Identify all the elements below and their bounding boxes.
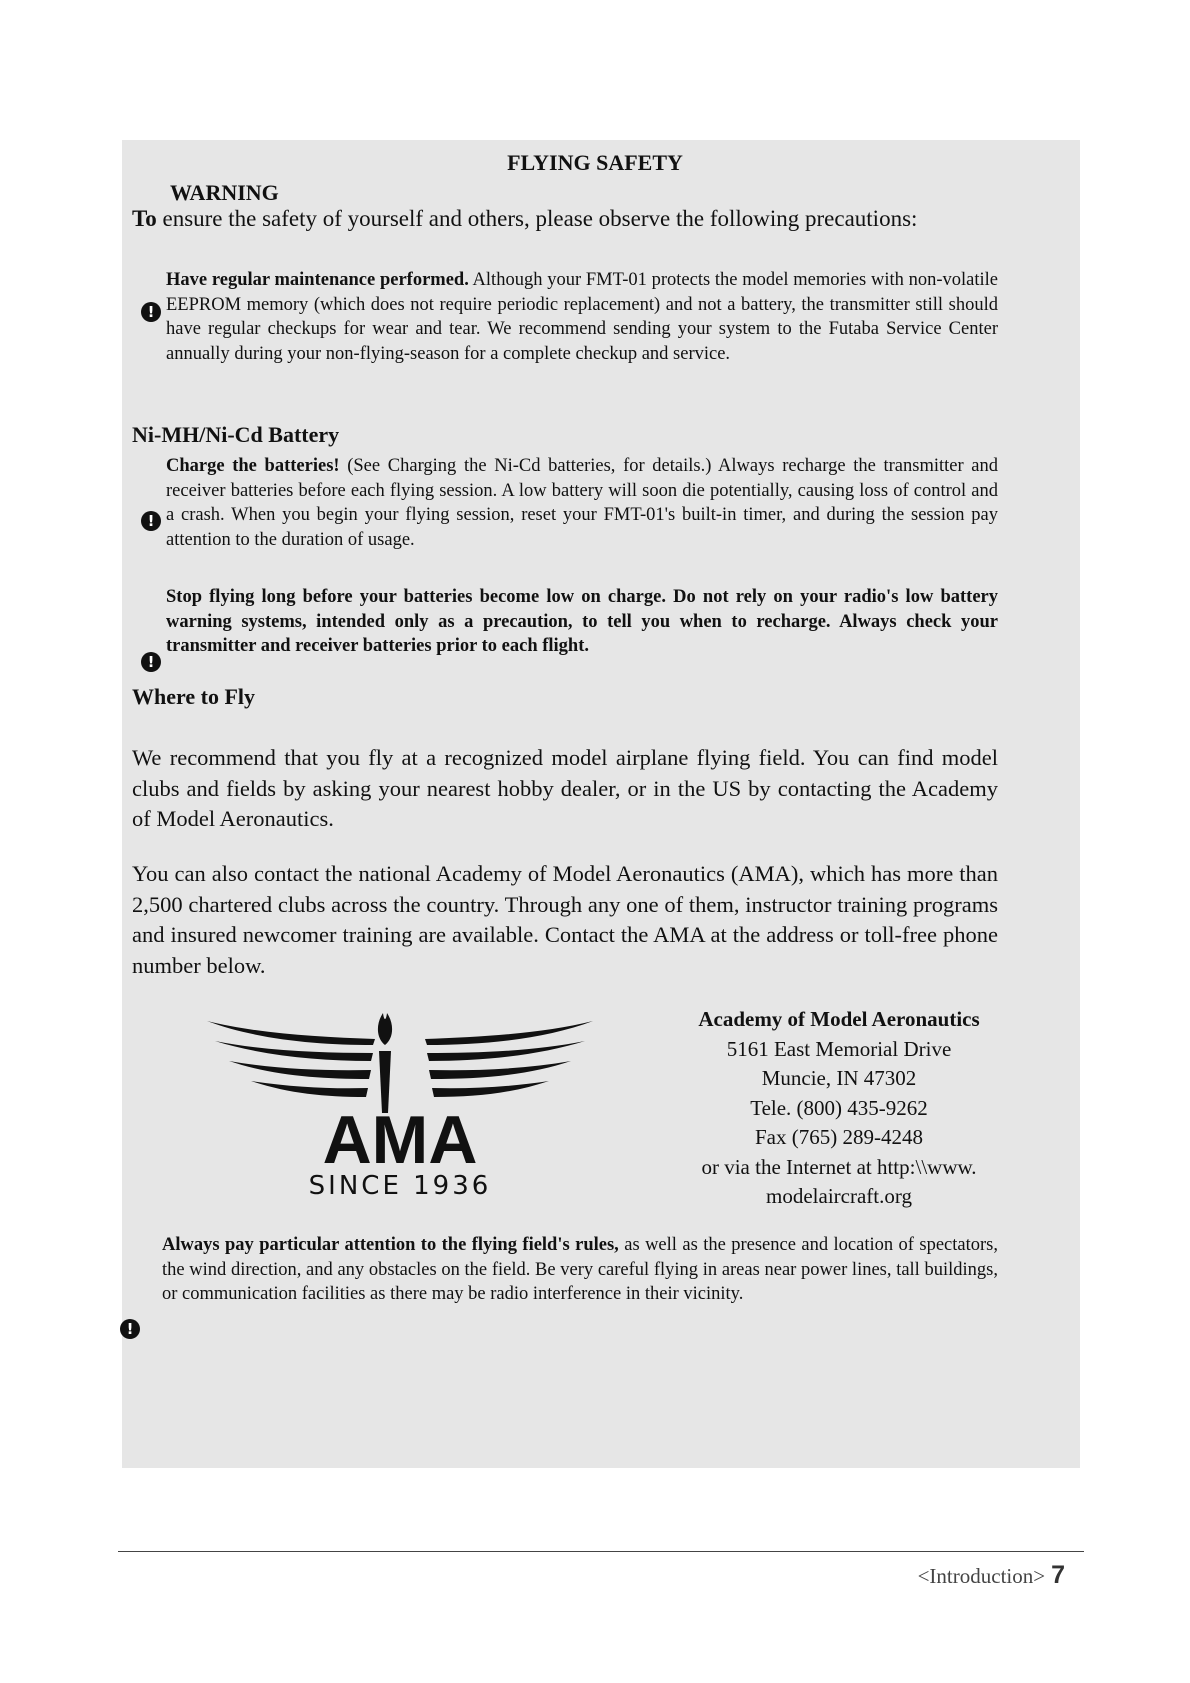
- stop-flying-paragraph: [166, 585, 998, 659]
- address-site: modelaircraft.org: [766, 1184, 912, 1208]
- stop-flying-bold: Stop flying long before your batteries become low on charge. Do not rely on your radio's low battery warning systems, intended only as a precaution, to tell you when to recharge. Always check your transmitter and receiver batteries prior to each flight.: [166, 587, 998, 656]
- battery-heading: Ni-MH/Ni-Cd Battery: [132, 422, 340, 447]
- address-tele: Tele. (800) 435-9262: [750, 1095, 928, 1120]
- page-title: FLYING SAFETY: [507, 150, 683, 175]
- maintenance-text: Although your FMT-01 protects the model memories with non-volatile EEPROM memory (which does not require periodic replacement) and not a battery, the transmitter still should have regular checkups for wear and tear. We recommend sending your system to the Futaba Service Center annually during your non-flying-season for a complete checkup and service.: [166, 270, 998, 364]
- footer-section: <Introduction>: [917, 1564, 1046, 1588]
- page-number: 7: [1051, 1561, 1065, 1589]
- where-heading: Where to Fly: [132, 684, 256, 709]
- field-rules-paragraph: [162, 1233, 998, 1307]
- caution-icon: !: [141, 652, 161, 672]
- ama-address: [680, 1005, 998, 1212]
- footer-divider: [118, 1551, 1084, 1552]
- address-internet: or via the Internet at http:\\www.: [701, 1154, 977, 1179]
- right-wing-icon: [425, 1021, 593, 1097]
- torch-flame-icon: [378, 1013, 392, 1045]
- logo-text: AMA: [322, 1102, 478, 1178]
- where-paragraph-1: We recommend that you fly at a recognized model airplane flying field. You can find model clubs and fields by asking your nearest hobby dealer, or in the US by contacting the Academy of Model Aeronautics.: [132, 745, 998, 831]
- address-city: Muncie, IN 47302: [761, 1066, 917, 1090]
- left-wing-icon: [207, 1021, 375, 1097]
- where-paragraph-2: You can also contact the national Academy of Model Aeronautics (AMA), which has more than 2,500 chartered clubs across the country. Through any one of them, instructor training programs and insured newcomer training are available. Contact the AMA at the address or toll-free phone number below.: [132, 861, 998, 978]
- page-footer: [918, 1561, 1065, 1590]
- address-street: 5161 East Memorial Drive: [726, 1036, 952, 1061]
- intro-rest: ensure the safety of yourself and others, please observe the following precautions:: [156, 206, 918, 231]
- caution-icon: !: [141, 511, 161, 531]
- warning-label: WARNING: [170, 180, 279, 205]
- ama-logo: [205, 995, 595, 1195]
- field-rules-bold: Always pay particular attention to the flying field's rules,: [162, 1235, 619, 1255]
- charge-paragraph: [166, 454, 998, 552]
- address-fax: Fax (765) 289-4248: [755, 1125, 923, 1149]
- charge-bold: Charge the batteries!: [166, 456, 340, 476]
- maintenance-paragraph: [166, 268, 998, 366]
- intro-sentence: [132, 206, 917, 232]
- caution-icon: !: [120, 1319, 140, 1339]
- intro-first-word: To: [132, 206, 157, 231]
- caution-icon: !: [141, 302, 161, 322]
- logo-since: SINCE 1936: [308, 1171, 492, 1195]
- address-org: Academy of Model Aeronautics: [698, 1007, 980, 1031]
- field-rules-text: as well as the presence and location of spectators, the wind direction, and any obstacles on the field. Be very careful flying in areas near power lines, tall buildings, or communication facilities as there may be radio interference in their vicinity.: [162, 1235, 998, 1304]
- maintenance-bold: Have regular maintenance performed.: [166, 270, 469, 290]
- charge-text: (See Charging the Ni-Cd batteries, for details.) Always recharge the transmitter and receiver batteries before each flying session. A low battery will soon die potentially, causing loss of control and a crash. When you begin your flying session, reset your FMT-01's built-in timer, and during the session pay attention to the duration of usage.: [166, 456, 998, 550]
